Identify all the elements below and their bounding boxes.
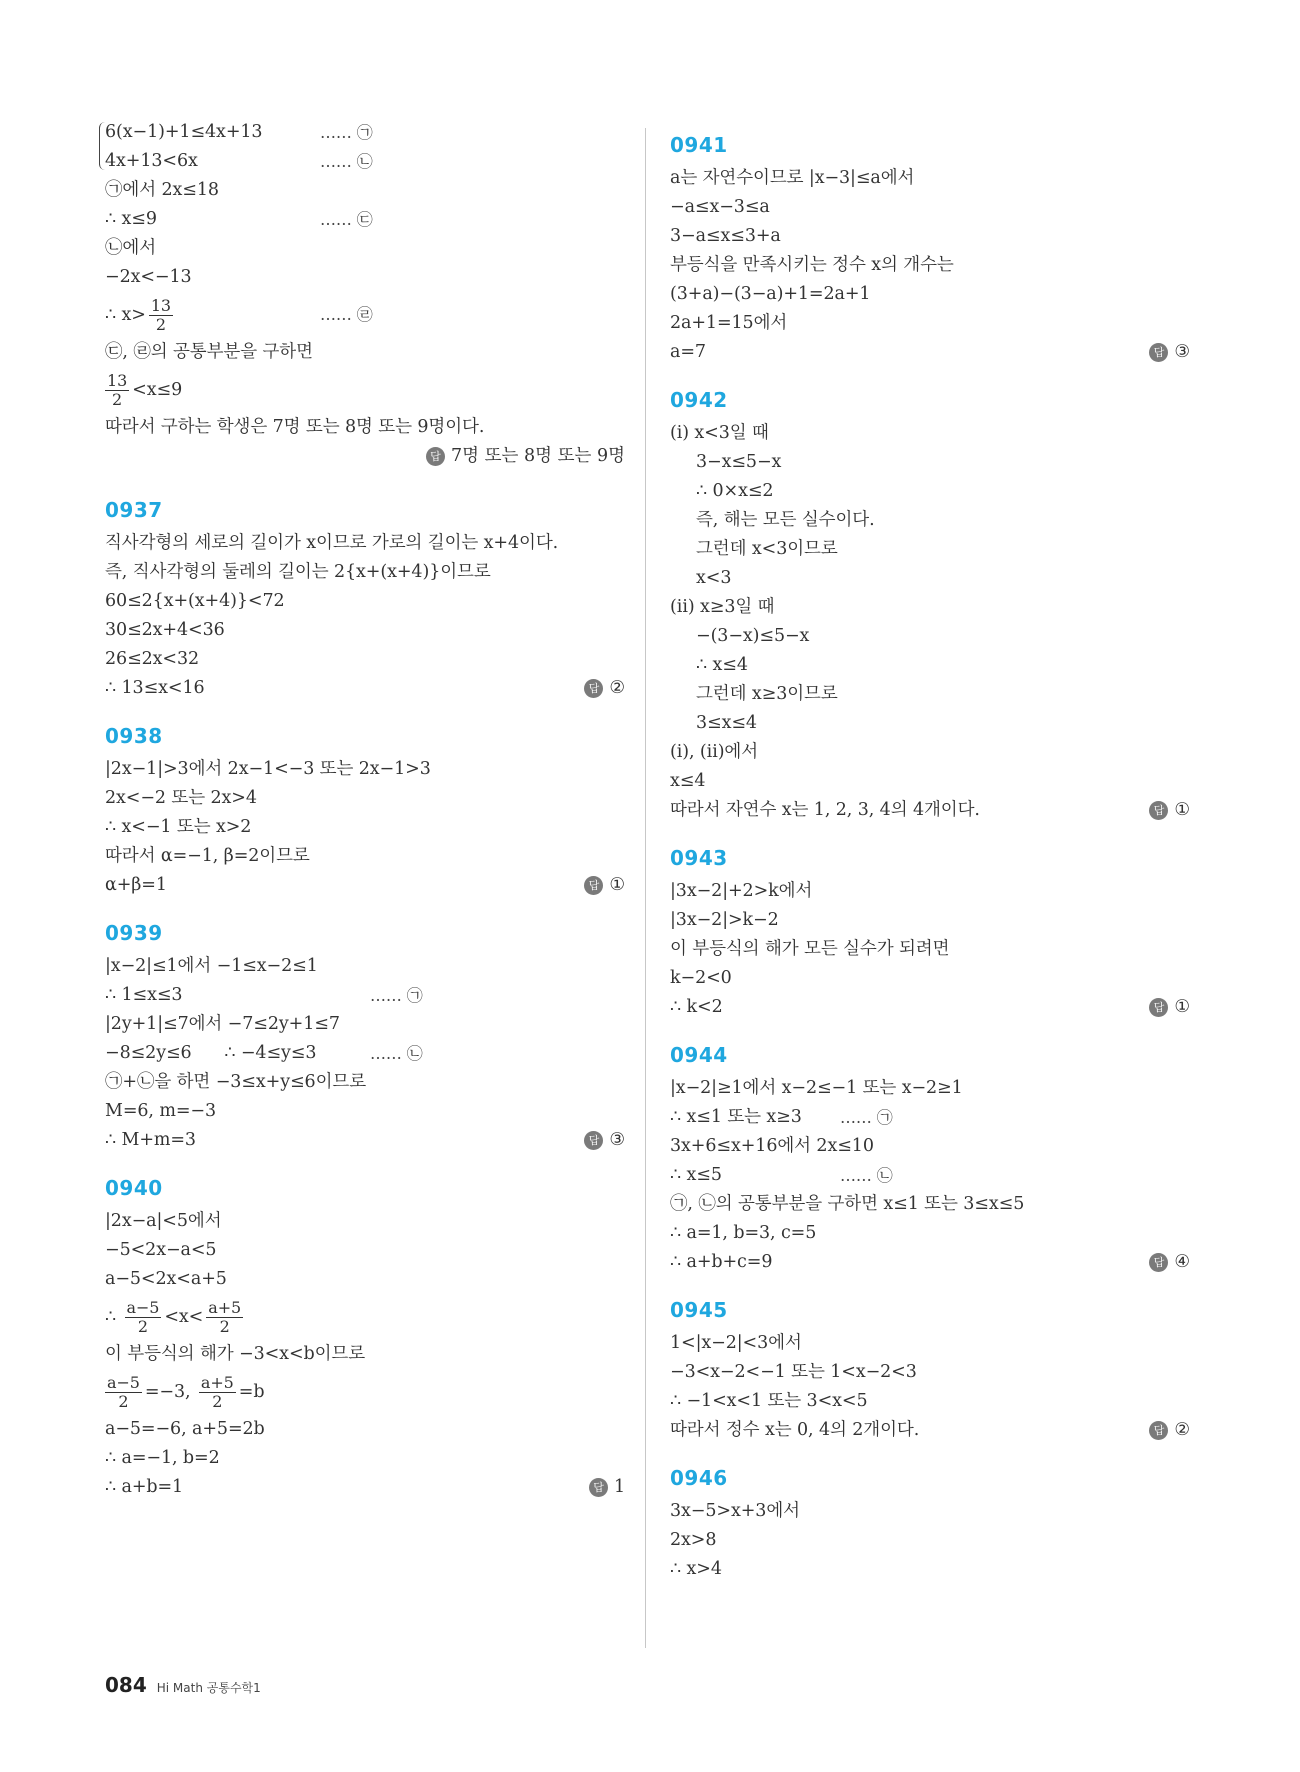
- answer-value: ②: [1174, 1420, 1190, 1440]
- marker-1: …… ㉠: [320, 123, 373, 142]
- problem-number: 0942: [670, 388, 728, 412]
- answer: [584, 1126, 625, 1155]
- problem-number: 0941: [670, 133, 728, 157]
- solution-line: (ⅰ), (ⅱ)에서: [670, 742, 759, 762]
- math-text: α+β=1: [105, 875, 167, 895]
- solution-line: 3x−5>x+3에서: [670, 1501, 800, 1521]
- fraction: [105, 1374, 142, 1411]
- solution-line: k−2<0: [670, 968, 732, 988]
- solution-line: [670, 993, 1190, 1022]
- book-title: Hi Math 공통수학1: [156, 1681, 261, 1695]
- answer-value: ①: [609, 875, 625, 895]
- problem-number: 0945: [670, 1298, 728, 1322]
- math-text: ∴ x>: [105, 305, 146, 325]
- solution-line: 3x+6≤x+16에서 2x≤10: [670, 1136, 874, 1156]
- denominator: 2: [112, 390, 123, 409]
- fraction: [105, 372, 129, 409]
- answer: [426, 442, 625, 471]
- fraction: [206, 1299, 243, 1336]
- math-text: 따라서 정수 x는 0, 4의 2개이다.: [670, 1420, 920, 1440]
- problem-number: 0944: [670, 1043, 728, 1067]
- solution-line: |x−2|≤1에서 −1≤x−2≤1: [105, 956, 318, 976]
- solution-line: [105, 292, 625, 338]
- math-text: ∴ x≤9: [105, 209, 157, 229]
- math-text: a=7: [670, 342, 706, 362]
- solution-line: [670, 1103, 1190, 1132]
- math-text: <x<: [164, 1307, 204, 1327]
- marker-4: …… ㉣: [320, 305, 373, 324]
- answer-value: 7명 또는 8명 또는 9명: [451, 446, 625, 466]
- math-text: ∴: [105, 1307, 117, 1327]
- answer-value: ③: [1174, 342, 1190, 362]
- numerator: 13: [107, 371, 128, 390]
- solution-line: a−5=−6, a+5=2b: [105, 1419, 265, 1439]
- answer-value: ②: [609, 678, 625, 698]
- solution-line: 1<|x−2|<3에서: [670, 1333, 802, 1353]
- solution-line: [670, 338, 1190, 367]
- solution-line: 즉, 해는 모든 실수이다.: [696, 510, 875, 530]
- solution-line: M=6, m=−3: [105, 1101, 216, 1121]
- answer-icon: 답: [589, 1478, 608, 1497]
- numerator: a+5: [200, 1373, 234, 1392]
- solution-line: ㉡에서: [105, 238, 157, 258]
- math-text: ∴ M+m=3: [105, 1130, 196, 1150]
- solution-line: [670, 1416, 1190, 1445]
- marker-3: …… ㉢: [320, 210, 373, 229]
- system-of-inequalities: [105, 118, 625, 176]
- solution-line: |2x−a|<5에서: [105, 1211, 222, 1231]
- solution-line: 즉, 직사각형의 둘레의 길이는 2{x+(x+4)}이므로: [105, 562, 491, 582]
- math-text: ∴ k<2: [670, 997, 723, 1017]
- problem-number: 0943: [670, 846, 728, 870]
- answer-icon: 답: [1149, 998, 1168, 1017]
- denominator: 2: [137, 1317, 148, 1336]
- left-column: [105, 118, 625, 1502]
- problem-number: 0946: [670, 1466, 728, 1490]
- solution-line: 따라서 α=−1, β=2이므로: [105, 846, 310, 866]
- answer-row: [105, 442, 625, 471]
- answer: [1149, 796, 1190, 825]
- solution-line: ㉠에서 2x≤18: [105, 180, 219, 200]
- math-text: ∴ x≤1 또는 x≥3: [670, 1107, 802, 1127]
- denominator: 2: [219, 1317, 230, 1336]
- solution-line: −a≤x−3≤a: [670, 197, 770, 217]
- math-text: 따라서 자연수 x는 1, 2, 3, 4의 4개이다.: [670, 800, 980, 820]
- answer-value: 1: [613, 1477, 625, 1497]
- solution-line: [105, 1473, 625, 1502]
- solution-line: [670, 1161, 1190, 1190]
- solution-line: x≤4: [670, 771, 706, 791]
- math-text: ∴ a+b=1: [105, 1477, 184, 1497]
- answer: [584, 674, 625, 703]
- solution-line: −2x<−13: [105, 267, 192, 287]
- system-line-1: [105, 118, 625, 147]
- marker-2: …… ㉡: [320, 152, 373, 171]
- solution-line: 부등식을 만족시키는 정수 x의 개수는: [670, 255, 954, 275]
- math-text: =−3,: [144, 1382, 191, 1402]
- denominator: 2: [212, 1392, 223, 1411]
- solution-line: |2x−1|>3에서 2x−1<−3 또는 2x−1>3: [105, 759, 431, 779]
- answer: [584, 871, 625, 900]
- math-text: ∴ a+b+c=9: [670, 1252, 773, 1272]
- solution-line: 직사각형의 세로의 길이가 x이므로 가로의 길이는 x+4이다.: [105, 533, 559, 553]
- solution-line: a−5<2x<a+5: [105, 1269, 227, 1289]
- solution-line: ∴ 0×x≤2: [696, 481, 774, 501]
- solution-line: 그런데 x≥3이므로: [696, 684, 838, 704]
- solution-line: [105, 674, 625, 703]
- problem-number: 0940: [105, 1176, 163, 1200]
- solution-line: 그런데 x<3이므로: [696, 539, 838, 559]
- solution-line: 따라서 구하는 학생은 7명 또는 8명 또는 9명이다.: [105, 417, 485, 437]
- answer-value: ①: [1174, 800, 1190, 820]
- solution-line: (3+a)−(3−a)+1=2a+1: [670, 284, 871, 304]
- solution-line: (ⅱ) x≥3일 때: [670, 597, 775, 617]
- solution-line: [105, 367, 625, 413]
- solution-line: |3x−2|>k−2: [670, 910, 779, 930]
- solution-line: 이 부등식의 해가 모든 실수가 되려면: [670, 939, 950, 959]
- answer: [1149, 1248, 1190, 1277]
- solution-line: −(3−x)≤5−x: [696, 626, 810, 646]
- answer-icon: 답: [584, 1131, 603, 1150]
- solution-line: |2y+1|≤7에서 −7≤2y+1≤7: [105, 1014, 340, 1034]
- math-text: <x≤9: [132, 380, 183, 400]
- page-footer: [105, 1673, 261, 1697]
- solution-line: [670, 796, 1190, 825]
- solution-line: ㉠+㉡을 하면 −3≤x+y≤6이므로: [105, 1072, 366, 1092]
- numerator: a+5: [208, 1298, 242, 1317]
- answer: [1149, 993, 1190, 1022]
- answer-icon: 답: [1149, 801, 1168, 820]
- answer: [1149, 1416, 1190, 1445]
- solution-line: (ⅰ) x<3일 때: [670, 423, 769, 443]
- solution-line: a는 자연수이므로 |x−3|≤a에서: [670, 168, 915, 188]
- answer-icon: 답: [584, 876, 603, 895]
- solution-line: 2a+1=15에서: [670, 313, 788, 333]
- solution-line: 이 부등식의 해가 −3<x<b이므로: [105, 1344, 366, 1364]
- math-text: 6(x−1)+1≤4x+13: [105, 122, 263, 142]
- solution-line: ∴ a=1, b=3, c=5: [670, 1223, 817, 1243]
- solution-line: [105, 981, 625, 1010]
- solution-line: [105, 1369, 625, 1415]
- answer: [589, 1473, 625, 1502]
- solution-line: 3−x≤5−x: [696, 452, 782, 472]
- solution-line: x<3: [696, 568, 732, 588]
- solution-line: |x−2|≥1에서 x−2≤−1 또는 x−2≥1: [670, 1078, 963, 1098]
- solution-line: 2x<−2 또는 2x>4: [105, 788, 257, 808]
- right-column: [670, 126, 1190, 1584]
- answer-icon: 답: [1149, 1421, 1168, 1440]
- fraction: [149, 297, 173, 334]
- solution-line: ∴ x<−1 또는 x>2: [105, 817, 252, 837]
- solution-line: [105, 1039, 625, 1068]
- marker-1: …… ㉠: [840, 1108, 893, 1127]
- solution-line: 30≤2x+4<36: [105, 620, 225, 640]
- numerator: a−5: [107, 1373, 140, 1392]
- math-text: ∴ x≤5: [670, 1165, 722, 1185]
- math-text: =b: [238, 1382, 265, 1402]
- solution-line: 3≤x≤4: [696, 713, 757, 733]
- answer-icon: 답: [426, 447, 445, 466]
- answer-value: ④: [1174, 1252, 1190, 1272]
- marker-2: …… ㉡: [840, 1166, 893, 1185]
- numerator: a−5: [126, 1298, 160, 1317]
- answer: [1149, 338, 1190, 367]
- solution-line: [105, 205, 625, 234]
- answer-value: ①: [1174, 997, 1190, 1017]
- solution-line: 26≤2x<32: [105, 649, 200, 669]
- page-number: 084: [105, 1673, 147, 1697]
- answer-icon: 답: [1149, 343, 1168, 362]
- answer-icon: 답: [584, 679, 603, 698]
- denominator: 2: [155, 315, 166, 334]
- math-text: ∴ 13≤x<16: [105, 678, 205, 698]
- marker-2: …… ㉡: [370, 1044, 423, 1063]
- system-line-2: [105, 147, 625, 176]
- solution-line: ∴ x≤4: [696, 655, 748, 675]
- solution-line: −5<2x−a<5: [105, 1240, 217, 1260]
- solution-line: [105, 871, 625, 900]
- fraction: [125, 1299, 162, 1336]
- column-divider: [645, 128, 646, 1648]
- problem-number: 0937: [105, 498, 163, 522]
- solution-line: 3−a≤x≤3+a: [670, 226, 781, 246]
- solution-line: [105, 1126, 625, 1155]
- math-text: −8≤2y≤6 ∴ −4≤y≤3: [105, 1043, 317, 1063]
- marker-1: …… ㉠: [370, 986, 423, 1005]
- answer-value: ③: [609, 1130, 625, 1150]
- solution-line: 2x>8: [670, 1530, 717, 1550]
- problem-number: 0939: [105, 921, 163, 945]
- solution-line: ∴ −1<x<1 또는 3<x<5: [670, 1391, 868, 1411]
- denominator: 2: [118, 1392, 129, 1411]
- fraction: [199, 1374, 236, 1411]
- solution-line: ∴ a=−1, b=2: [105, 1448, 220, 1468]
- solution-line: [105, 1294, 625, 1340]
- solution-line: 60≤2{x+(x+4)}<72: [105, 591, 285, 611]
- solution-line: ∴ x>4: [670, 1559, 722, 1579]
- solution-line: ㉢, ㉣의 공통부분을 구하면: [105, 342, 313, 362]
- solution-line: ㉠, ㉡의 공통부분을 구하면 x≤1 또는 3≤x≤5: [670, 1194, 1025, 1214]
- solution-line: |3x−2|+2>k에서: [670, 881, 813, 901]
- math-text: ∴ 1≤x≤3: [105, 985, 183, 1005]
- solution-line: −3<x−2<−1 또는 1<x−2<3: [670, 1362, 917, 1382]
- solution-line: [670, 1248, 1190, 1277]
- answer-icon: 답: [1149, 1253, 1168, 1272]
- math-text: 4x+13<6x: [105, 151, 198, 171]
- problem-number: 0938: [105, 724, 163, 748]
- numerator: 13: [150, 296, 172, 315]
